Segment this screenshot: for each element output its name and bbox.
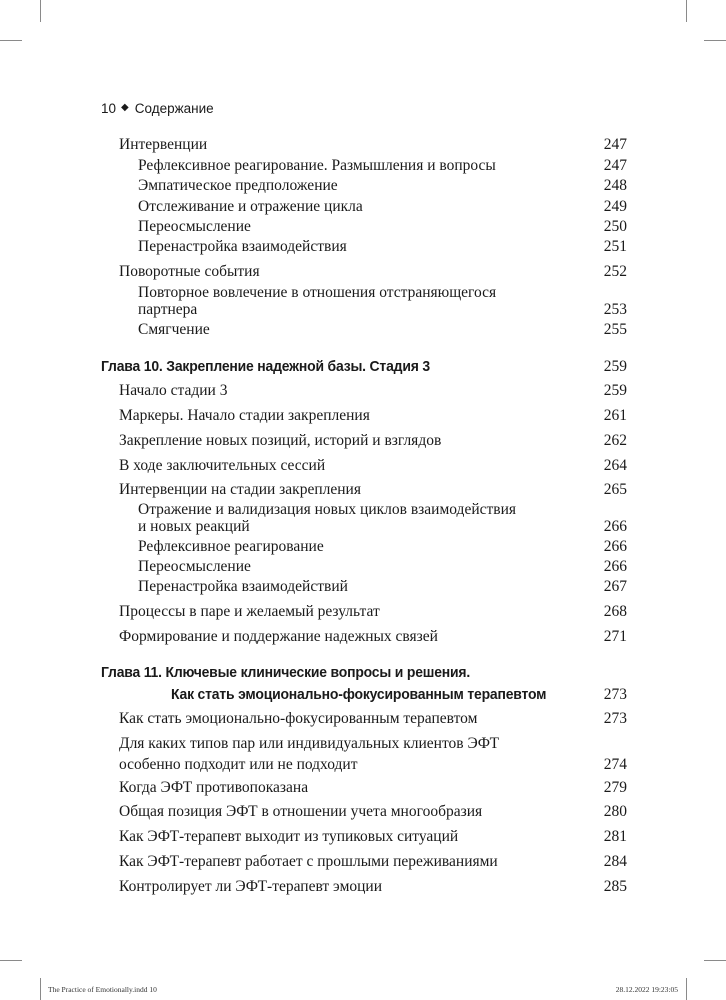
chapter-title: Как стать эмоционально-фокусированным терапевтом bbox=[171, 686, 547, 703]
toc-entry-page: 274 bbox=[603, 756, 627, 773]
chapter-title: Глава 11. Ключевые клинические вопросы и решения. bbox=[101, 664, 471, 681]
toc-entry-title: Отражение и валидизация новых циклов взаимодействия bbox=[138, 501, 517, 518]
toc-entry-title: особенно подходит или не подходит bbox=[119, 756, 358, 773]
chapter-title: Глава 10. Закрепление надежной базы. Стадия 3 bbox=[101, 358, 430, 375]
toc-entry-title: Интервенции bbox=[119, 136, 208, 153]
toc-entry-page: 264 bbox=[603, 457, 627, 474]
toc-entry-title: Перенастройка взаимодействий bbox=[138, 578, 348, 595]
crop-mark bbox=[40, 0, 41, 22]
toc-entry-page: 255 bbox=[603, 321, 627, 338]
toc-entry-page: 281 bbox=[603, 828, 627, 845]
footer-timestamp: 28.12.2022 19:23:05 bbox=[615, 985, 678, 994]
toc-entry-title: Переосмысление bbox=[138, 218, 251, 235]
toc-entry-title: Смягчение bbox=[138, 321, 210, 338]
toc-entry-page: 273 bbox=[603, 710, 627, 727]
crop-mark bbox=[704, 960, 726, 961]
toc-entry-title: Эмпатическое предположение bbox=[138, 177, 338, 194]
toc-entry-page: 279 bbox=[603, 779, 627, 796]
page-number: 10 bbox=[101, 101, 117, 116]
toc-entry-page: 247 bbox=[603, 157, 627, 174]
toc-entry-page: 268 bbox=[603, 603, 627, 620]
toc-entry-title: Контролирует ли ЭФТ-терапевт эмоции bbox=[119, 878, 383, 895]
toc-entry-page: 266 bbox=[603, 558, 627, 575]
crop-mark bbox=[40, 978, 41, 1000]
toc-entry-title: Поворотные события bbox=[119, 263, 260, 280]
toc-entry-page: 265 bbox=[603, 481, 627, 498]
toc-entry-page: 262 bbox=[603, 432, 627, 449]
toc-entry-page: 266 bbox=[603, 518, 627, 535]
toc-entry-page: 280 bbox=[603, 803, 627, 820]
toc-entry-title: Переосмысление bbox=[138, 558, 251, 575]
chapter-page: 259 bbox=[603, 358, 627, 375]
toc-entry-title: Маркеры. Начало стадии закрепления bbox=[119, 407, 370, 424]
diamond-icon: ◆ bbox=[121, 102, 129, 113]
toc-entry-page: 248 bbox=[603, 177, 627, 194]
toc-entry-page: 285 bbox=[603, 878, 627, 895]
toc-entry-title: Общая позиция ЭФТ в отношении учета многообразия bbox=[119, 803, 483, 820]
toc-entry-page: 250 bbox=[603, 218, 627, 235]
section-title: Содержание bbox=[134, 101, 214, 116]
toc-entry-page: 271 bbox=[603, 628, 627, 645]
toc-entry-title: Рефлексивное реагирование. Размышления и вопросы bbox=[138, 157, 496, 174]
footer-file-info: The Practice of Emotionally.indd 10 bbox=[48, 985, 157, 994]
toc-entry-title: Отслеживание и отражение цикла bbox=[138, 198, 363, 215]
toc-entry-title: Как ЭФТ-терапевт работает с прошлыми переживаниями bbox=[119, 853, 498, 870]
toc-entry-title: Закрепление новых позиций, историй и взглядов bbox=[119, 432, 442, 449]
toc-entry-title: Формирование и поддержание надежных связей bbox=[119, 628, 438, 645]
chapter-page: 273 bbox=[603, 686, 627, 703]
toc-entry-page: 284 bbox=[603, 853, 627, 870]
crop-mark bbox=[0, 960, 22, 961]
toc-entry-title: Интервенции на стадии закрепления bbox=[119, 481, 361, 498]
toc-entry-title: Как ЭФТ-терапевт выходит из тупиковых ситуаций bbox=[119, 828, 459, 845]
crop-mark bbox=[704, 40, 726, 41]
toc-entry-title: В ходе заключительных сессий bbox=[119, 457, 326, 474]
toc-entry-page: 252 bbox=[603, 263, 627, 280]
crop-mark bbox=[0, 40, 22, 41]
toc-entry-page: 267 bbox=[603, 578, 627, 595]
toc-entry-title: Как стать эмоционально-фокусированным терапевтом bbox=[119, 710, 478, 727]
toc-entry-title: Повторное вовлечение в отношения отстраняющегося bbox=[138, 284, 497, 301]
toc-entry-title: Начало стадии 3 bbox=[119, 382, 228, 399]
toc-entry-title: и новых реакций bbox=[138, 518, 250, 535]
toc-entry-page: 266 bbox=[603, 538, 627, 555]
crop-mark bbox=[686, 978, 687, 1000]
toc-entry-page: 249 bbox=[603, 198, 627, 215]
toc-entry-title: партнера bbox=[138, 301, 198, 318]
toc-entry-title: Процессы в паре и желаемый результат bbox=[119, 603, 380, 620]
toc-entry-title: Когда ЭФТ противопоказана bbox=[119, 779, 309, 796]
toc-entry-page: 259 bbox=[603, 382, 627, 399]
toc-entry-page: 261 bbox=[603, 407, 627, 424]
toc-entry-title: Рефлексивное реагирование bbox=[138, 538, 324, 555]
toc-entry-title: Для каких типов пар или индивидуальных клиентов ЭФТ bbox=[119, 735, 500, 752]
crop-mark bbox=[686, 0, 687, 22]
running-header bbox=[101, 101, 214, 116]
toc-entry-page: 251 bbox=[603, 238, 627, 255]
toc-entry-page: 253 bbox=[603, 301, 627, 318]
toc-entry-title: Перенастройка взаимодействия bbox=[138, 238, 347, 255]
toc-entry-page: 247 bbox=[603, 136, 627, 153]
